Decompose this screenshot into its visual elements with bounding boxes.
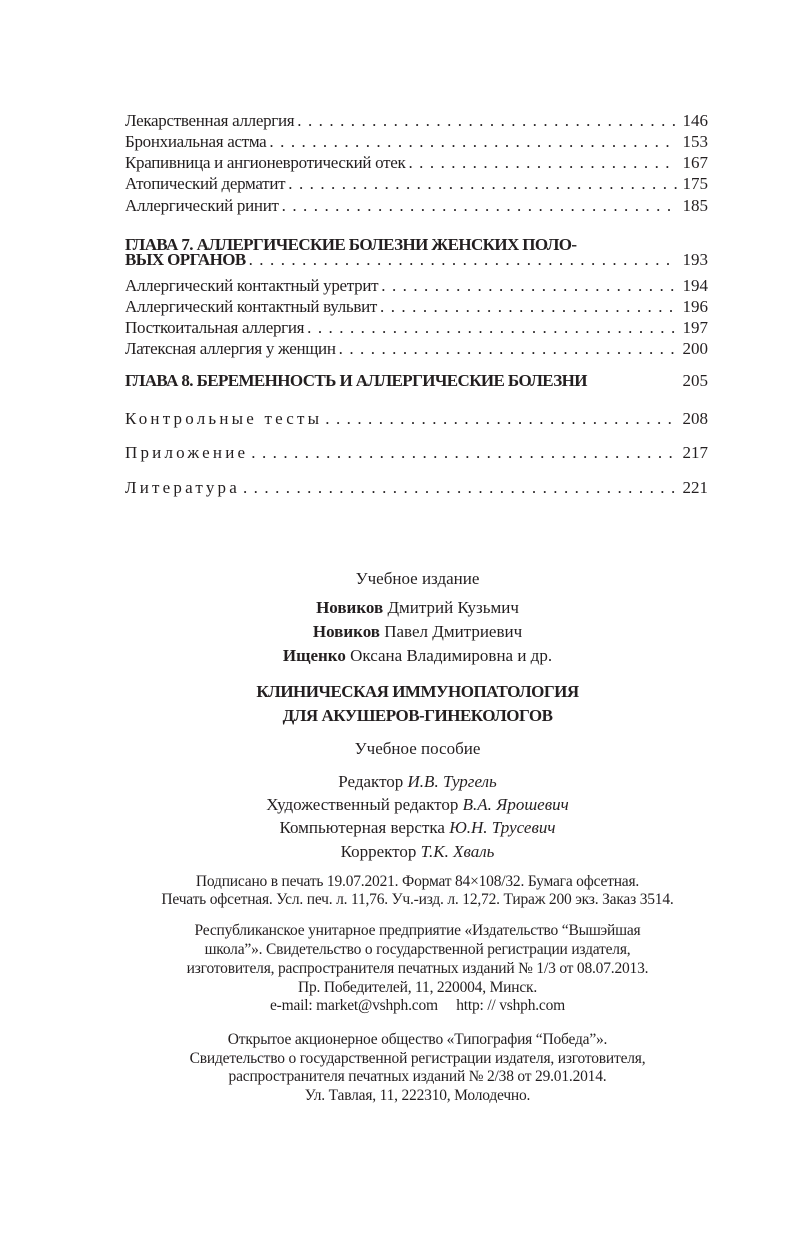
toc-title: Латексная аллергия у женщин: [125, 339, 336, 358]
author-name: Дмитрий Кузьмич: [387, 598, 519, 617]
dot-leader: [297, 111, 676, 131]
staff-line: [100, 772, 735, 792]
book-subtitle: Учебное пособие: [354, 739, 481, 758]
printer-info: Свидетельство о государственной регистрации издателя, изготовителя,: [189, 1050, 646, 1067]
toc-page: 167: [682, 153, 708, 172]
author: [100, 598, 735, 618]
toc-title: Аллергический ринит: [125, 196, 279, 215]
toc-entry[interactable]: [125, 196, 708, 216]
dot-leader: [408, 153, 676, 173]
toc-entry[interactable]: [125, 478, 708, 498]
staff-person: Ю.Н. Трусевич: [449, 818, 556, 837]
toc-entry[interactable]: [125, 443, 708, 463]
toc-entry[interactable]: [125, 174, 708, 194]
dot-leader: [325, 409, 676, 429]
author: [100, 622, 735, 642]
toc-entry[interactable]: [125, 153, 708, 173]
staff-line: [100, 842, 735, 862]
toc-page: 205: [682, 371, 708, 390]
toc-page: 197: [682, 318, 708, 337]
print-info: Печать офсетная. Усл. печ. л. 11,76. Уч.-изд. л. 12,72. Тираж 200 экз. Заказ 3514.: [161, 891, 674, 908]
toc-title: Крапивница и ангионевротический отек: [125, 153, 406, 172]
author-surname: Новиков: [316, 598, 384, 617]
dot-leader: [339, 339, 677, 359]
toc-page: 194: [682, 276, 708, 295]
publisher-contacts: e-mail: market@vshph.com http: // vshph.com: [269, 997, 566, 1014]
chapter-7-title-line1[interactable]: ГЛАВА 7. АЛЛЕРГИЧЕСКИЕ БОЛЕЗНИ ЖЕНСКИХ ПОЛО-: [125, 235, 577, 254]
toc-entry[interactable]: [125, 318, 708, 338]
toc-page: 196: [682, 297, 708, 316]
author-surname: Ищенко: [282, 646, 346, 665]
staff-line: [100, 818, 735, 838]
publisher-info: Пр. Победителей, 11, 220004, Минск.: [297, 979, 538, 996]
staff-line: [100, 795, 735, 815]
toc-title: Аллергический контактный уретрит: [125, 276, 379, 295]
toc-title: Аллергический контактный вульвит: [125, 297, 378, 316]
publisher-info: изготовителя, распространителя печатных изданий № 1/3 от 08.07.2013.: [186, 960, 649, 977]
printer-info: Открытое акционерное общество «Типография “Победа”».: [227, 1031, 608, 1048]
printer-info: распространителя печатных изданий № 2/38 от 29.01.2014.: [228, 1068, 607, 1085]
toc-page: 208: [682, 409, 708, 428]
print-info: Подписано в печать 19.07.2021. Формат 84×108/32. Бумага офсетная.: [195, 873, 640, 890]
toc-chapter-7[interactable]: [125, 250, 708, 270]
dot-leader: [307, 318, 676, 338]
dot-leader: [249, 250, 677, 270]
author-surname: Новиков: [312, 622, 380, 641]
toc-title: Приложение: [125, 443, 249, 462]
toc-title: ВЫХ ОРГАНОВ: [125, 250, 246, 269]
dot-leader: [269, 132, 676, 152]
staff-role: Корректор: [340, 842, 417, 861]
toc-entry[interactable]: [125, 297, 708, 317]
toc-title: Бронхиальная астма: [125, 132, 267, 151]
printer-info: Ул. Тавлая, 11, 222310, Молодечно.: [304, 1087, 531, 1104]
toc-page: 217: [682, 443, 708, 462]
dot-leader: [288, 174, 676, 194]
toc-entry[interactable]: [125, 276, 708, 296]
staff-person: Т.К. Хваль: [420, 842, 495, 861]
toc-entry[interactable]: [125, 111, 708, 131]
toc-page: 185: [682, 196, 708, 215]
author-name: Оксана Владимировна и др.: [350, 646, 553, 665]
toc-title: Лекарственная аллергия: [125, 111, 295, 130]
toc-page: 221: [682, 478, 708, 497]
dot-leader: [381, 276, 676, 296]
toc-page: 200: [682, 339, 708, 358]
toc-chapter-8[interactable]: [125, 371, 708, 391]
toc-page: 153: [682, 132, 708, 151]
toc-title: Контрольные тесты: [125, 409, 323, 428]
edition-type: Учебное издание: [355, 569, 480, 588]
dot-leader: [282, 196, 677, 216]
author-name: Павел Дмитриевич: [384, 622, 523, 641]
publisher-info: Республиканское унитарное предприятие «Издательство “Вышэйшая: [194, 922, 641, 939]
publisher-info: школа”». Свидетельство о государственной регистрации издателя,: [204, 941, 631, 958]
book-title-line1: КЛИНИЧЕСКАЯ ИММУНОПАТОЛОГИЯ: [256, 682, 579, 701]
toc-page: 146: [682, 111, 708, 130]
staff-role: Компьютерная верстка: [279, 818, 445, 837]
toc-title: Литература: [125, 478, 240, 497]
book-title-line2: ДЛЯ АКУШЕРОВ-ГИНЕКОЛОГОВ: [282, 706, 553, 725]
staff-role: Художественный редактор: [266, 795, 459, 814]
toc-page: 175: [682, 174, 708, 193]
toc-title: ГЛАВА 8. БЕРЕМЕННОСТЬ И АЛЛЕРГИЧЕСКИЕ БОЛЕЗНИ: [125, 371, 587, 390]
author: [100, 646, 735, 666]
staff-person: В.А. Ярошевич: [462, 795, 569, 814]
toc-page: 193: [682, 250, 708, 269]
toc-entry[interactable]: [125, 132, 708, 152]
staff-person: И.В. Тургель: [407, 772, 497, 791]
toc-title: Посткоитальная аллергия: [125, 318, 305, 337]
toc-entry[interactable]: [125, 339, 708, 359]
staff-role: Редактор: [338, 772, 404, 791]
dot-leader: [380, 297, 676, 317]
dot-leader: [243, 478, 677, 498]
toc-entry[interactable]: [125, 409, 708, 429]
toc-title: Атопический дерматит: [125, 174, 286, 193]
dot-leader: [251, 443, 676, 463]
